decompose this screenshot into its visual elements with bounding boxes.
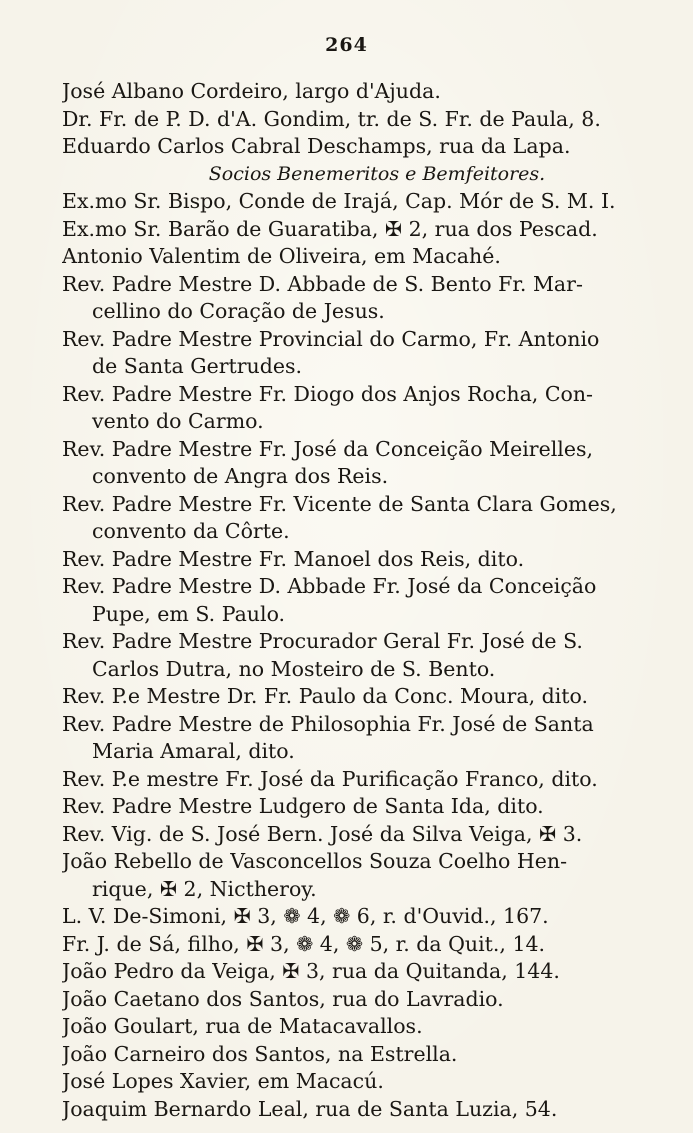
member-list: [62, 78, 652, 1123]
list-item-continuation: vento do Carmo.: [92, 409, 264, 433]
list-item-continuation: Maria Amaral, dito.: [92, 739, 295, 763]
page-number: 264: [325, 34, 368, 56]
list-item: Rev. Padre Mestre Provincial do Carmo, Fr. Antonio: [62, 326, 600, 351]
list-item: Ex.mo Sr. Bispo, Conde de Irajá, Cap. Mór de S. M. I.: [62, 189, 616, 213]
list-item-continuation: cellino do Coração de Jesus.: [92, 299, 385, 323]
list-item: Rev. Padre Mestre Procurador Geral Fr. José de S.: [62, 629, 583, 653]
list-item: Rev. Padre Mestre Fr. José da Conceição Meirelles,: [62, 436, 593, 461]
list-item: João Goulart, rua de Matacavallos.: [62, 1014, 423, 1038]
list-item: Joaquim Bernardo Leal, rua de Santa Luzia, 54.: [62, 1096, 558, 1121]
list-item: Antonio Valentim de Oliveira, em Macahé.: [62, 244, 501, 268]
list-item: Rev. Padre Mestre Fr. Vicente de Santa Clara Gomes,: [62, 491, 617, 516]
list-item: José Albano Cordeiro, largo d'Ajuda.: [62, 79, 441, 103]
list-item: Rev. Padre Mestre Fr. Diogo dos Anjos Rocha, Con-: [62, 381, 593, 406]
list-item-continuation: de Santa Gertrudes.: [92, 354, 303, 378]
list-item: José Lopes Xavier, em Macacú.: [62, 1069, 384, 1093]
list-item: Rev. P.e mestre Fr. José da Purificação Franco, dito.: [62, 766, 598, 791]
list-item-continuation: Pupe, em S. Paulo.: [92, 601, 286, 626]
list-item: João Caetano dos Santos, rua do Lavradio.: [62, 986, 504, 1011]
list-item: Fr. J. de Sá, filho, ✠ 3, ❁ 4, ❁ 5, r. da Quit., 14.: [62, 931, 546, 956]
list-item: Eduardo Carlos Cabral Deschamps, rua da Lapa.: [62, 134, 571, 158]
list-item: Rev. Padre Mestre Ludgero de Santa Ida, dito.: [62, 794, 544, 818]
list-item-continuation: Carlos Dutra, no Mosteiro de S. Bento.: [92, 656, 496, 681]
list-item: Rev. Vig. de S. José Bern. José da Silva Veiga, ✠ 3.: [62, 821, 583, 846]
list-item: Rev. P.e Mestre Dr. Fr. Paulo da Conc. Moura, dito.: [62, 684, 589, 708]
list-item: Dr. Fr. de P. D. d'A. Gondim, tr. de S. Fr. de Paula, 8.: [62, 106, 601, 131]
list-item: João Rebello de Vasconcellos Souza Coelho Hen-: [62, 849, 568, 873]
list-item: L. V. De-Simoni, ✠ 3, ❁ 4, ❁ 6, r. d'Ouvid., 167.: [62, 904, 549, 928]
list-item-continuation: convento da Côrte.: [92, 519, 290, 543]
list-item: Rev. Padre Mestre D. Abbade de S. Bento Fr. Mar-: [62, 271, 583, 296]
section-heading: Socios Benemeritos e Bemfeitores.: [208, 162, 546, 185]
list-item: João Carneiro dos Santos, na Estrella.: [62, 1041, 458, 1066]
list-item: Ex.mo Sr. Barão de Guaratiba, ✠ 2, rua dos Pescad.: [62, 216, 598, 241]
list-item-continuation: rique, ✠ 2, Nictheroy.: [92, 876, 317, 901]
list-item: Rev. Padre Mestre de Philosophia Fr. José de Santa: [62, 711, 594, 736]
list-item: Rev. Padre Mestre D. Abbade Fr. José da Conceição: [62, 574, 597, 598]
list-item: Rev. Padre Mestre Fr. Manoel dos Reis, dito.: [62, 546, 525, 571]
list-item-continuation: convento de Angra dos Reis.: [92, 464, 389, 488]
list-item: João Pedro da Veiga, ✠ 3, rua da Quitanda, 144.: [62, 959, 560, 983]
